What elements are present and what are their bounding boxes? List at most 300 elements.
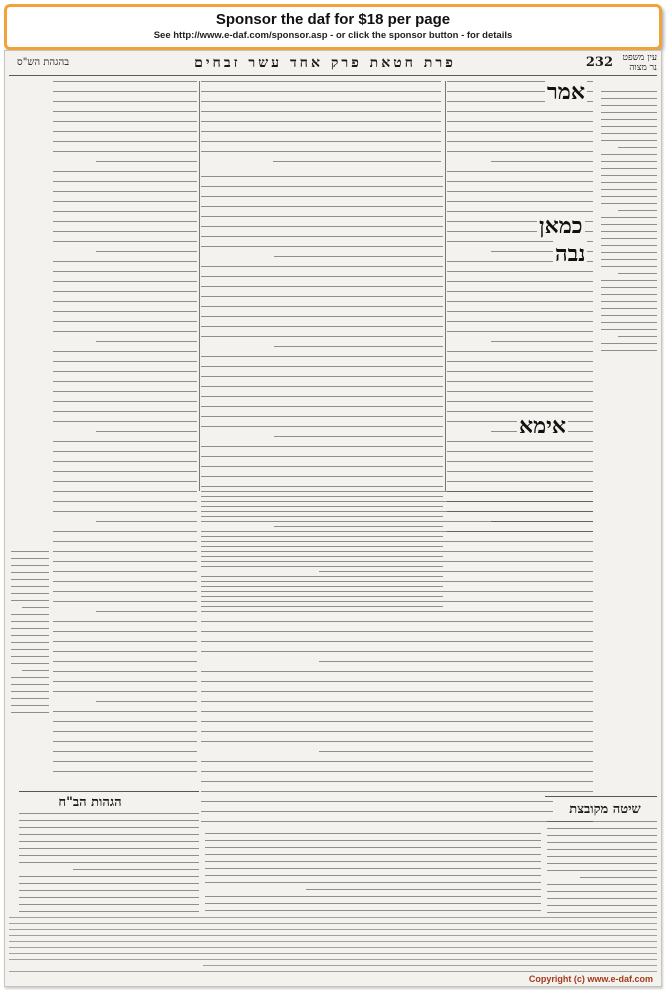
text-line <box>19 904 199 905</box>
text-line <box>601 126 657 127</box>
text-line <box>201 101 441 102</box>
text-line <box>601 189 657 190</box>
text-line <box>601 182 657 183</box>
text-line <box>201 456 443 457</box>
text-line <box>205 854 541 855</box>
text-line <box>201 761 593 762</box>
text-line <box>53 551 197 552</box>
text-line <box>201 306 443 307</box>
text-line <box>201 601 593 602</box>
text-line <box>201 386 443 387</box>
text-line <box>53 271 197 272</box>
text-line <box>9 941 657 942</box>
text-line <box>601 259 657 260</box>
text-line <box>601 280 657 281</box>
text-line <box>547 849 657 850</box>
text-line <box>547 842 657 843</box>
text-line <box>11 684 49 685</box>
text-line <box>19 834 199 835</box>
column-divider-left <box>199 81 200 491</box>
text-line <box>53 451 197 452</box>
text-line <box>201 671 593 672</box>
text-line <box>53 511 197 512</box>
text-line <box>201 266 443 267</box>
text-line <box>53 131 197 132</box>
text-line <box>547 912 657 913</box>
text-line <box>19 820 199 821</box>
text-line <box>9 935 657 936</box>
commentary-bottom <box>205 833 541 913</box>
text-line <box>73 869 199 870</box>
text-line <box>201 501 593 502</box>
text-line <box>53 101 197 102</box>
text-line <box>201 821 593 822</box>
text-line <box>53 401 197 402</box>
text-line <box>201 326 443 327</box>
text-line <box>53 501 197 502</box>
text-line <box>22 670 49 671</box>
text-line <box>53 731 197 732</box>
text-line <box>9 953 657 954</box>
text-line <box>201 651 593 652</box>
text-line <box>447 291 593 292</box>
text-line <box>601 91 657 92</box>
ein-mishpat-label: עין משפט נר מצוה <box>622 53 657 73</box>
text-line <box>53 621 197 622</box>
text-line <box>601 224 657 225</box>
text-line <box>11 586 49 587</box>
text-line <box>618 210 657 211</box>
text-line <box>601 154 657 155</box>
text-line <box>201 531 593 532</box>
text-line <box>491 341 593 342</box>
text-line <box>447 191 593 192</box>
header-rule <box>9 75 657 76</box>
hagahot-text <box>19 813 199 913</box>
text-line <box>19 883 199 884</box>
text-line <box>201 711 593 712</box>
text-line <box>201 721 593 722</box>
text-line <box>53 651 197 652</box>
text-line <box>201 366 443 367</box>
text-line <box>201 336 443 337</box>
text-line <box>201 741 593 742</box>
text-line <box>601 343 657 344</box>
text-line <box>447 171 593 172</box>
text-line <box>447 411 593 412</box>
text-line <box>201 296 443 297</box>
text-line <box>447 441 593 442</box>
text-line <box>205 910 541 911</box>
text-line <box>447 331 593 332</box>
text-line <box>11 614 49 615</box>
text-line <box>53 571 197 572</box>
text-line <box>201 396 443 397</box>
text-line <box>201 561 593 562</box>
text-line <box>11 551 49 552</box>
text-line <box>447 301 593 302</box>
text-line <box>205 903 541 904</box>
text-line <box>53 481 197 482</box>
text-line <box>601 322 657 323</box>
text-line <box>53 691 197 692</box>
text-line <box>11 572 49 573</box>
text-line <box>53 591 197 592</box>
tosafot-column <box>53 81 197 781</box>
left-header-label: בהגהת הש"ס <box>17 57 70 68</box>
text-line <box>601 98 657 99</box>
text-line <box>53 741 197 742</box>
text-line <box>53 351 197 352</box>
text-line <box>53 561 197 562</box>
text-line <box>601 315 657 316</box>
text-line <box>447 131 593 132</box>
text-line <box>53 311 197 312</box>
text-line <box>601 119 657 120</box>
text-line <box>53 711 197 712</box>
text-line <box>203 965 657 966</box>
text-line <box>547 870 657 871</box>
text-line <box>306 889 541 890</box>
text-line <box>19 841 199 842</box>
text-line <box>447 321 593 322</box>
text-line <box>11 621 49 622</box>
text-line <box>19 862 199 863</box>
text-line <box>53 211 197 212</box>
text-line <box>201 801 593 802</box>
text-line <box>205 840 541 841</box>
text-line <box>53 111 197 112</box>
text-line <box>447 371 593 372</box>
text-line <box>19 897 199 898</box>
text-line <box>447 451 593 452</box>
text-line <box>201 151 441 152</box>
text-line <box>53 171 197 172</box>
text-line <box>201 611 593 612</box>
text-line <box>201 176 443 177</box>
text-line <box>547 856 657 857</box>
text-line <box>96 611 197 612</box>
text-line <box>201 186 443 187</box>
text-line <box>11 705 49 706</box>
text-line <box>618 273 657 274</box>
text-line <box>201 81 441 82</box>
text-line <box>201 426 443 427</box>
text-line <box>547 884 657 885</box>
text-line <box>53 181 197 182</box>
text-line <box>53 121 197 122</box>
text-line <box>201 246 443 247</box>
text-line <box>201 771 593 772</box>
text-line <box>201 701 593 702</box>
text-line <box>11 698 49 699</box>
text-line <box>96 341 197 342</box>
text-line <box>201 141 441 142</box>
text-line <box>201 226 443 227</box>
text-line <box>601 133 657 134</box>
text-line <box>53 291 197 292</box>
text-line <box>53 81 197 82</box>
text-line <box>201 621 593 622</box>
text-line <box>53 361 197 362</box>
column-divider-right <box>445 81 446 491</box>
text-line <box>447 181 593 182</box>
text-line <box>205 882 541 883</box>
text-line <box>19 813 199 814</box>
text-line <box>201 631 593 632</box>
text-line <box>201 476 443 477</box>
text-line <box>201 551 593 552</box>
text-line <box>447 481 593 482</box>
text-line <box>53 141 197 142</box>
text-line <box>201 196 443 197</box>
text-line <box>447 111 593 112</box>
text-line <box>19 911 199 912</box>
text-line <box>11 712 49 713</box>
text-line <box>53 371 197 372</box>
text-line <box>22 607 49 608</box>
text-line <box>447 471 593 472</box>
text-line <box>547 863 657 864</box>
text-line <box>53 331 197 332</box>
text-line <box>11 600 49 601</box>
text-line <box>53 461 197 462</box>
text-line <box>601 175 657 176</box>
text-line <box>547 898 657 899</box>
text-line <box>447 211 593 212</box>
text-line <box>601 294 657 295</box>
text-line <box>447 401 593 402</box>
text-line <box>11 579 49 580</box>
text-line <box>53 441 197 442</box>
text-line <box>9 929 657 930</box>
text-line <box>601 203 657 204</box>
text-line <box>53 301 197 302</box>
text-line <box>201 206 443 207</box>
sponsor-title[interactable]: Sponsor the daf for $18 per page <box>215 11 451 28</box>
text-line <box>601 308 657 309</box>
hagahot-title: הגהות הב"ח <box>35 794 145 810</box>
text-line <box>11 677 49 678</box>
text-line <box>601 238 657 239</box>
text-line <box>274 256 443 257</box>
text-line <box>447 461 593 462</box>
text-line <box>447 361 593 362</box>
text-line <box>601 329 657 330</box>
text-line <box>9 917 657 918</box>
text-line <box>601 245 657 246</box>
text-line <box>580 877 657 878</box>
left-margin-notes <box>11 551 49 741</box>
footnotes-block <box>9 917 657 975</box>
text-line <box>96 251 197 252</box>
text-line <box>205 833 541 834</box>
text-line <box>447 141 593 142</box>
text-line <box>53 191 197 192</box>
text-line <box>601 168 657 169</box>
text-line <box>53 241 197 242</box>
text-line <box>53 421 197 422</box>
shita-rule <box>545 796 657 797</box>
page-title: פרת חטאת פרק אחד עשר זבחים <box>194 55 456 71</box>
text-line <box>96 431 197 432</box>
text-line <box>319 571 593 572</box>
text-line <box>601 350 657 351</box>
text-line <box>319 751 593 752</box>
text-line <box>201 131 441 132</box>
text-line <box>491 161 593 162</box>
text-line <box>53 601 197 602</box>
text-line <box>274 436 443 437</box>
text-line <box>53 261 197 262</box>
shita-title: שיטה מקובצת <box>553 801 657 817</box>
text-line <box>447 381 593 382</box>
text-line <box>53 471 197 472</box>
text-line <box>9 947 657 948</box>
text-line <box>201 811 593 812</box>
text-line <box>547 905 657 906</box>
text-line <box>205 861 541 862</box>
text-line <box>201 236 443 237</box>
text-line <box>447 391 593 392</box>
text-line <box>201 591 593 592</box>
text-line <box>11 656 49 657</box>
text-line <box>201 121 441 122</box>
text-line <box>9 959 657 960</box>
text-line <box>201 406 443 407</box>
text-line <box>53 381 197 382</box>
dibbur-kamman: כמאן <box>539 213 583 239</box>
text-line <box>201 781 593 782</box>
text-line <box>96 521 197 522</box>
text-line <box>201 276 443 277</box>
text-line <box>53 681 197 682</box>
text-line <box>201 521 593 522</box>
text-line <box>53 721 197 722</box>
sponsor-banner[interactable] <box>4 4 662 50</box>
text-line <box>274 346 443 347</box>
text-line <box>205 868 541 869</box>
gemara-text-wide <box>201 491 593 831</box>
text-line <box>201 731 593 732</box>
text-line <box>53 531 197 532</box>
text-line <box>601 301 657 302</box>
text-line <box>201 91 441 92</box>
text-line <box>201 446 443 447</box>
text-line <box>601 217 657 218</box>
text-line <box>447 281 593 282</box>
talmud-page <box>4 50 662 987</box>
text-line <box>547 821 657 822</box>
text-line <box>201 511 593 512</box>
text-line <box>11 642 49 643</box>
text-line <box>205 875 541 876</box>
text-line <box>9 923 657 924</box>
ein-mishpat-margin <box>601 91 657 471</box>
text-line <box>201 691 593 692</box>
text-line <box>19 848 199 849</box>
text-line <box>11 628 49 629</box>
copyright-link[interactable]: Copyright (c) www.e-daf.com <box>528 974 653 984</box>
shita-text <box>547 821 657 913</box>
text-line <box>447 311 593 312</box>
text-line <box>201 791 593 792</box>
text-line <box>319 661 593 662</box>
text-line <box>201 581 593 582</box>
text-line <box>53 541 197 542</box>
text-line <box>601 252 657 253</box>
text-line <box>601 105 657 106</box>
text-line <box>9 971 657 972</box>
text-line <box>205 896 541 897</box>
text-line <box>601 196 657 197</box>
text-line <box>273 161 441 162</box>
text-line <box>447 121 593 122</box>
text-line <box>618 147 657 148</box>
text-line <box>201 541 593 542</box>
text-line <box>601 140 657 141</box>
text-line <box>19 876 199 877</box>
text-line <box>53 391 197 392</box>
sponsor-subtitle: See http://www.e-daf.com/sponsor.asp - or click the sponsor button - for details <box>153 30 513 41</box>
text-line <box>547 835 657 836</box>
text-line <box>53 761 197 762</box>
text-line <box>601 161 657 162</box>
rashi-column <box>447 81 593 536</box>
text-line <box>53 771 197 772</box>
text-line <box>53 491 197 492</box>
text-line <box>205 847 541 848</box>
text-line <box>11 649 49 650</box>
text-line <box>447 271 593 272</box>
text-line <box>11 558 49 559</box>
text-line <box>201 416 443 417</box>
text-line <box>53 631 197 632</box>
text-line <box>201 641 593 642</box>
text-line <box>447 151 593 152</box>
text-line <box>201 356 443 357</box>
text-line <box>19 855 199 856</box>
text-line <box>201 466 443 467</box>
text-line <box>601 266 657 267</box>
text-line <box>53 411 197 412</box>
text-line <box>547 891 657 892</box>
text-line <box>201 486 443 487</box>
text-line <box>53 641 197 642</box>
text-line <box>19 827 199 828</box>
text-line <box>618 336 657 337</box>
text-line <box>601 287 657 288</box>
text-line <box>53 151 197 152</box>
tosafot-top-wide <box>201 81 441 171</box>
text-line <box>201 316 443 317</box>
text-line <box>11 663 49 664</box>
text-line <box>601 112 657 113</box>
text-line <box>53 671 197 672</box>
hagahot-rule <box>19 791 199 792</box>
text-line <box>201 681 593 682</box>
text-line <box>11 691 49 692</box>
text-line <box>96 161 197 162</box>
text-line <box>96 701 197 702</box>
text-line <box>11 635 49 636</box>
text-line <box>53 281 197 282</box>
text-line <box>53 201 197 202</box>
page-number: 232 <box>585 55 613 70</box>
text-line <box>11 593 49 594</box>
text-line <box>53 661 197 662</box>
text-line <box>53 221 197 222</box>
